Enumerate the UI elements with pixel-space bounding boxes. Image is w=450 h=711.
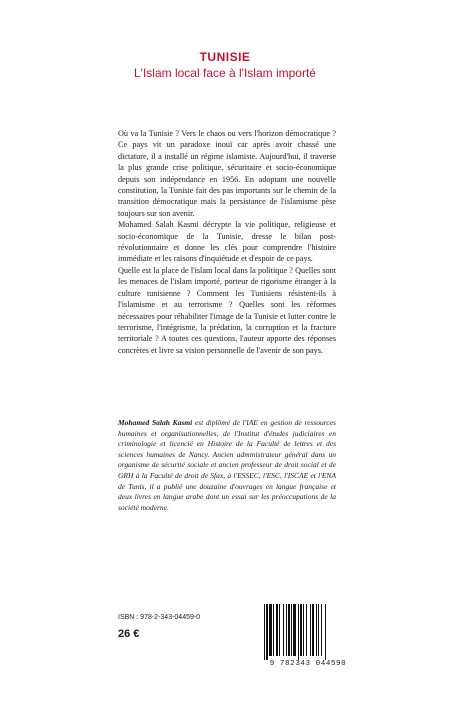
barcode-bar — [325, 604, 326, 660]
barcode-bar — [300, 604, 302, 656]
barcode-bar — [279, 604, 280, 656]
barcode-bar — [318, 604, 319, 656]
author-bio — [118, 418, 336, 513]
barcode-bar — [286, 604, 287, 656]
barcode-bar — [312, 604, 314, 656]
barcode-bar — [306, 604, 307, 656]
barcode-bar — [273, 604, 274, 656]
barcode-bar — [266, 604, 268, 660]
synopsis-paragraph: Quelle est la place de l'islam local dans la politique ? Quelles sont les menaces de l'islam importé, porteur de rigorisme étranger à la culture tunisienne ? Comment les Tunisiens résistent-ils à l'islamisme et au terrorisme ? Quelles sont les réformes nécessaires pour réhabiliter l'image de la Tunisie et lutter contre le terrorisme, l'intégrisme, la prédation, la corruption et la fracture territoriale ? A toutes ces questions, l'auteur apporte des réponses concrètes et livre sa vision personnelle de l'avenir de son pays. — [118, 265, 336, 355]
barcode-bar — [303, 604, 304, 656]
barcode-bar — [288, 604, 290, 656]
barcode-bar — [316, 604, 317, 656]
barcode-bar — [293, 604, 296, 656]
barcode-bar — [310, 604, 311, 656]
barcode-bar — [283, 604, 284, 656]
barcode-bar — [269, 604, 272, 656]
barcode-bar — [321, 604, 322, 656]
synopsis-paragraph: Où va la Tunisie ? Vers le chaos ou vers l'horizon démocratique ? Ce pays vit un paradoxe inouï car après avoir chassé une dictature, il a installé un régime islamiste. Aujourd'hui, il traverse la plus grande crise politique, sécuritaire et socio-économique depuis son indépendance en 1956. En adoptant une nouvelle constitution, la Tunisie fait des pas importants sur le chemin de la transition démocratique mais la persistance de l'islamisme pèse toujours sur son avenir. — [118, 129, 336, 218]
author-name: Mohamed Salah Kasmi — [118, 418, 193, 427]
barcode-bar — [291, 604, 292, 656]
book-subtitle: L'Islam local face à l'Islam importé — [134, 66, 316, 80]
isbn: ISBN : 978-2-343-04459-0 — [118, 614, 201, 621]
barcode-bar — [264, 604, 265, 660]
barcode-bar — [276, 604, 278, 656]
barcode-graphic — [262, 604, 354, 662]
barcode-bar — [298, 604, 299, 660]
price: 26 € — [118, 628, 140, 640]
synopsis-paragraph: Mohamed Salah Kasmi décrypte la vie politique, religieuse et socio-économique de la Tunisie, dresse le bilan post-révolutionnaire et donne les clés pour comprendre l'histoire immédiate et les raisons d'inquiétude et d'espoir de ce pays. — [118, 220, 336, 264]
author-bio-text: est diplômé de l'IAE en gestion de ressources humaines et organisationnelles, de l'Institut d'études judiciaires en criminologie et licencié en Histoire de la Faculté de lettres et des sciences humaines de Nancy. Ancien administrateur général dans un organisme de sécurité sociale et ancien professeur de droit social et de GRH à la Faculté de droit de Sfax, à l'ESSEC, l'ESC, l'ISCAE et l'ENA de Tunis, il a publié une douzaine d'ouvrages en langue française et deux livres en langue arabe dont un essai sur les préoccupations de la société moderne. — [118, 418, 336, 512]
barcode-digits: 9 782343 044590 — [269, 660, 347, 668]
synopsis — [118, 128, 336, 356]
book-title: TUNISIE — [199, 50, 251, 64]
